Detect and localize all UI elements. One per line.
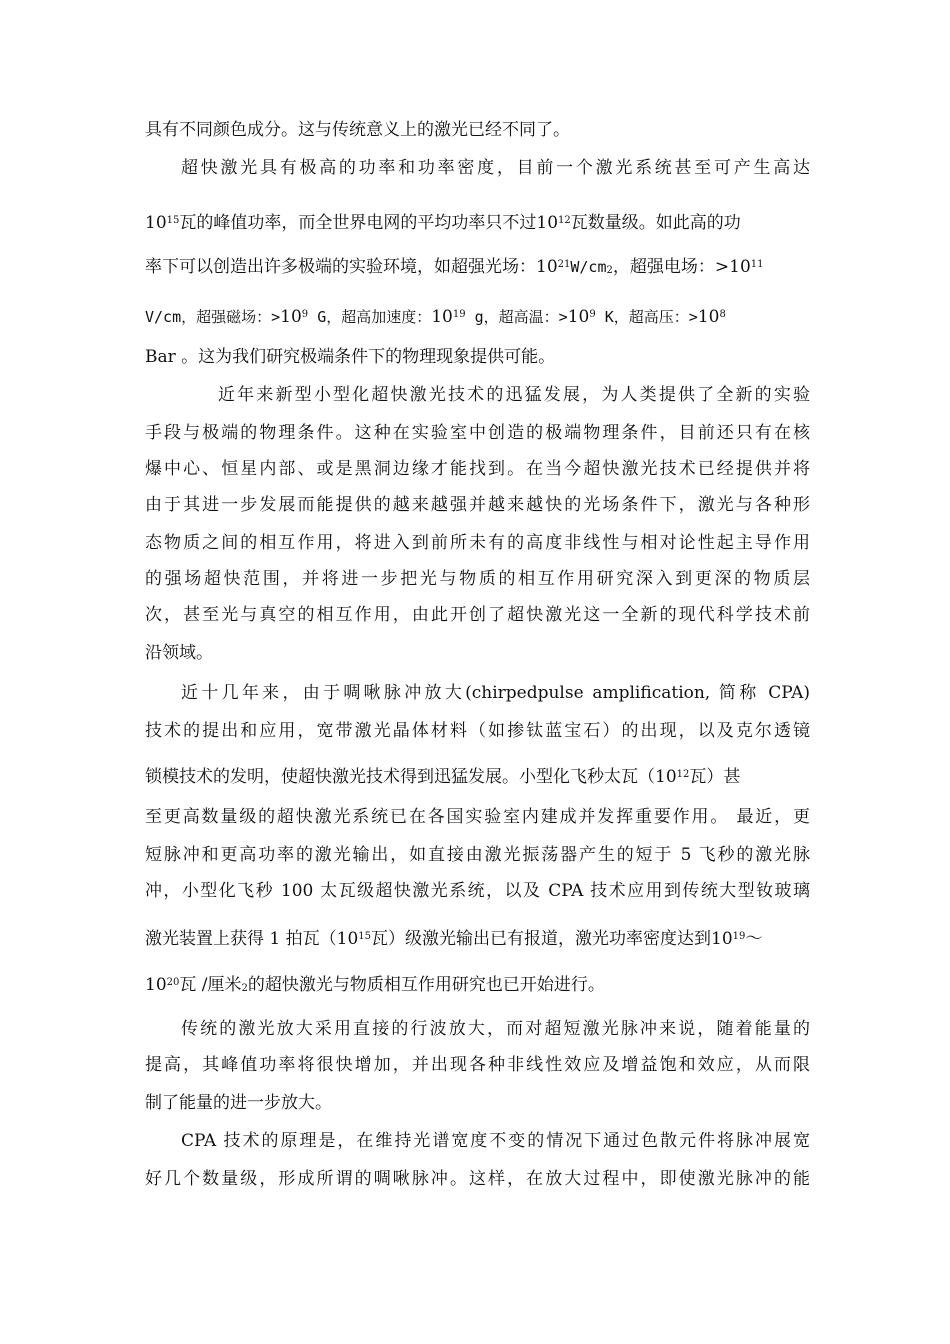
exponent: 19	[732, 931, 746, 942]
text-line: 近十几年来，由于啁啾脉冲放大(chirpedpulse amplification, 简称 CPA)	[181, 683, 810, 703]
exponent: 9	[301, 309, 309, 320]
text-line: 提高，其峰值功率将很快增加，并出现各种非线性效应及增益饱和效应，从而限	[145, 1055, 810, 1075]
text-line: 手段与极端的物理条件。这种在实验室中创造的极端物理条件，目前还只有在核	[145, 423, 810, 443]
text-line: 次，甚至光与真空的相互作用，由此开创了超快激光这一全新的现代科学技术前	[145, 605, 810, 625]
text-line: 爆中心、恒星内部、或是黑洞边缘才能找到。在当今超快激光技术已经提供并将	[145, 459, 810, 479]
text-line: 近年来新型小型化超快激光技术的迅猛发展，为人类提供了全新的实验	[218, 385, 810, 405]
text-run: V/cm，超强磁场：>	[145, 308, 281, 326]
power-base: 10	[655, 767, 677, 787]
text-line	[145, 212, 810, 234]
text-line: 技术的提出和应用，宽带激光晶体材料（如掺钛蓝宝石）的出现，以及克尔透镜	[145, 721, 810, 741]
text-line: 短脉冲和更高功率的激光输出，如直接由激光振荡器产生的短于 5 飞秒的激光脉	[145, 845, 810, 865]
text-line: CPA 技术的原理是，在维持光谱宽度不变的情况下通过色散元件将脉冲展宽	[181, 1131, 810, 1151]
text-run: G，超高加速度：	[308, 308, 432, 326]
exponent: 8	[719, 309, 726, 320]
unit-run: W/cm	[570, 258, 607, 276]
power-base: 10	[536, 213, 559, 233]
power-base: 10	[536, 257, 558, 277]
power-base: 10	[336, 929, 359, 949]
text-line: 超快激光具有极高的功率和功率密度，目前一个激光系统甚至可产生高达	[181, 158, 810, 178]
exponent: 11	[750, 259, 764, 270]
text-run: 瓦数量级。如此高的功	[570, 213, 741, 233]
text-line: 制了能量的进一步放大。	[145, 1093, 332, 1113]
text-line	[145, 928, 810, 950]
text-line	[145, 766, 810, 788]
text-line: 冲，小型化飞秒 100 太瓦级超快激光系统，以及 CPA 技术应用到传统大型钕玻璃	[145, 881, 810, 901]
power-base: 10	[697, 307, 720, 327]
text-run: 激光装置上获得 1 拍瓦（	[145, 929, 337, 949]
text-run: 瓦的峰值功率，而全世界电网的平均功率只不过	[179, 213, 537, 233]
power-base: 10	[145, 975, 167, 995]
text-run: 瓦）级激光输出已有报道，激光功率密度达到	[371, 929, 711, 949]
exponent: 21	[557, 259, 571, 270]
text-line: Bar 。这为我们研究极端条件下的物理现象提供可能。	[145, 347, 556, 367]
text-run: 锁模技术的发明，使超快激光技术得到迅猛发展。小型化飞秒太瓦（	[145, 767, 655, 787]
exponent: 20	[166, 977, 180, 988]
text-run: g，超高温：>	[465, 308, 568, 326]
text-line	[145, 974, 810, 996]
text-line: 传统的激光放大采用直接的行波放大，而对超短激光脉冲来说，随着能量的	[181, 1019, 810, 1039]
exponent: 2	[241, 983, 248, 994]
text-run: K，超高压：>	[595, 308, 698, 326]
exponent: 12	[558, 215, 571, 226]
power-base: 10	[729, 257, 751, 277]
power-base: 10	[711, 929, 733, 949]
power-base: 10	[145, 213, 167, 233]
text-line: 沿领域。	[145, 643, 213, 663]
exponent: 2	[606, 265, 613, 276]
exponent: 15	[166, 215, 180, 226]
text-line: 好几个数量级，形成所谓的啁啾脉冲。这样，在放大过程中，即使激光脉冲的能	[145, 1169, 810, 1189]
text-run: 瓦 /厘米	[179, 975, 242, 995]
text-line: 至更高数量级的超快激光系统已在各国实验室内建成并发挥重要作用。 最近，更	[145, 807, 810, 827]
text-line: 具有不同颜色成分。这与传统意义上的激光已经不同了。	[145, 120, 570, 140]
power-base: 10	[431, 307, 453, 327]
exponent: 15	[358, 931, 371, 942]
exponent: 9	[589, 309, 596, 320]
exponent: 19	[452, 309, 466, 320]
text-run: ～	[745, 929, 763, 949]
text-line	[145, 306, 810, 328]
exponent: 12	[676, 769, 690, 780]
text-run: 率下可以创造出许多极端的实验环境，如超强光场：	[145, 257, 536, 277]
text-line: 由于其进一步发展而能提供的越来越强并越来越快的光场条件下，激光与各种形	[145, 495, 810, 515]
text-run: 瓦）甚	[689, 767, 741, 787]
text-run: ，超强电场：>	[612, 257, 730, 277]
text-line: 态物质之间的相互作用，将进入到前所未有的高度非线性与相对论性起主导作用	[145, 533, 810, 553]
power-base: 10	[567, 307, 590, 327]
text-run: 的超快激光与物质相互作用研究也已开始进行。	[247, 975, 605, 995]
text-line	[145, 256, 810, 278]
power-base: 10	[280, 307, 302, 327]
text-line: 的强场超快范围，并将进一步把光与物质的相互作用研究深入到更深的物质层	[145, 569, 810, 589]
